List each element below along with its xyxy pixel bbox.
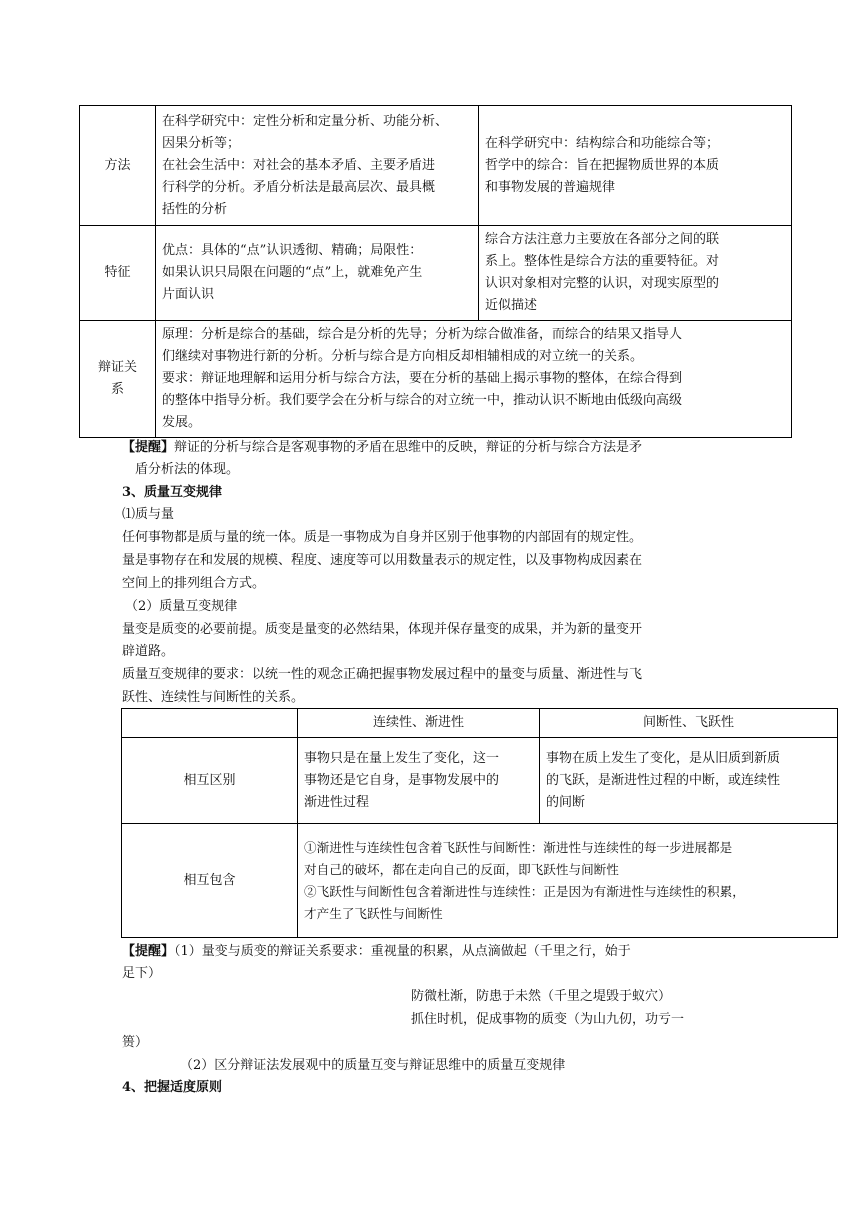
- section-heading: 4、把握适度原则: [122, 1080, 223, 1095]
- tip-paragraph: [122, 437, 642, 459]
- row-label: [80, 321, 156, 438]
- cell-line: 的间断: [546, 794, 586, 810]
- cell-line: 和事物发展的普遍规律: [485, 179, 616, 195]
- cell-line: 如果认识只局限在问题的“点”上，就难免产生: [162, 265, 423, 280]
- tip-text-cont: 足下）: [122, 966, 162, 981]
- cell-line: 系: [110, 382, 124, 397]
- cell-line: 对自己的破坏，都在走向自己的反面，即飞跃性与间断性: [304, 861, 619, 877]
- paragraph: 质量互变规律的要求：以统一性的观念正确把握事物发展过程中的量变与质量、渐进性与飞: [122, 667, 643, 682]
- tip-text: 辩证的分析与综合是客观事物的矛盾在思维中的反映，辩证的分析与综合方法是矛: [174, 440, 643, 455]
- cell-line: 事物在质上发生了变化，是从旧质到新质: [546, 750, 781, 766]
- analysis-cell: [156, 106, 479, 226]
- analysis-cell: [156, 226, 479, 321]
- table-row: [80, 226, 792, 321]
- column-header: 间断性、飞跃性: [540, 709, 838, 738]
- cell-line: 在科学研究中：定性分析和定量分析、功能分析、: [162, 113, 449, 129]
- cell-line: 近似描述: [485, 298, 538, 313]
- dialectic-cell: [156, 321, 792, 438]
- table-cell: [298, 738, 540, 824]
- synthesis-cell: [479, 226, 792, 321]
- paragraph: 量变是质变的必要前提。质变是量变的必然结果，体现并保存量变的成果，并为新的量变开: [122, 622, 643, 637]
- cell-line: 们继续对事物进行新的分析。分析与综合是方向相反却相辅相成的对立统一的关系。: [162, 349, 644, 364]
- cell-line: 因果分析等；: [162, 135, 241, 151]
- paragraph: 跃性、连续性与间断性的关系。: [122, 690, 305, 705]
- cell-line: 系上。整体性是综合方法的重要特征。对: [485, 254, 720, 269]
- cell-line: 发展。: [162, 415, 202, 430]
- table-row: [80, 321, 792, 438]
- cell-line: ①渐进性与连续性包含着飞跃性与间断性：渐进性与连续性的每一步进展都是: [304, 839, 733, 855]
- cell-line: 事物还是它自身，是事物发展中的: [304, 772, 500, 788]
- cell-line: 的整体中指导分析。我们要学会在分析与综合的对立统一中，推动认识不断地由低级向高级: [162, 393, 683, 408]
- header-empty: [122, 709, 298, 738]
- cell-line: 才产生了飞跃性与间断性: [304, 905, 443, 921]
- cell-line: 括性的分析: [162, 201, 228, 217]
- paragraph: 任何事物都是质与量的统一体。质是一事物成为自身并区别于他事物的内部固有的规定性。: [122, 530, 643, 545]
- tip-text-cont: 防微杜渐，防患于未然（千里之堤毁于蚁穴）: [411, 989, 672, 1004]
- cell-line: 片面认识: [162, 287, 215, 302]
- cell-line: 的飞跃，是渐进性过程的中断，或连续性: [546, 772, 781, 788]
- table-cell: [298, 824, 838, 938]
- tip-text-cont: 抓住时机，促成事物的质变（为山九仞，功亏一: [411, 1012, 685, 1027]
- quality-quantity-table: [121, 708, 838, 938]
- cell-line: 要求：辩证地理解和运用分析与综合方法，要在分析的基础上揭示事物的整体，在综合得到: [162, 371, 683, 386]
- paragraph: 量是事物存在和发展的规模、程度、速度等可以用数量表示的规定性，以及事物构成因素在: [122, 553, 643, 568]
- tip-label: 【提醒】: [122, 440, 175, 455]
- cell-line: 在社会生活中：对社会的基本矛盾、主要矛盾进: [162, 157, 436, 173]
- column-header: 连续性、渐进性: [298, 709, 540, 738]
- tip-text-cont: 盾分析法的体现。: [135, 462, 240, 477]
- analysis-synthesis-table: [79, 105, 792, 438]
- cell-line: 原理：分析是综合的基础，综合是分析的先导；分析为综合做准备，而综合的结果又指导人: [162, 327, 683, 342]
- table-row: [80, 106, 792, 226]
- tip-label: 【提醒】: [122, 944, 175, 959]
- tip-text-cont: （2）区分辩证法发展观中的质量互变与辩证思维中的质量互变规律: [180, 1058, 566, 1073]
- cell-line: 行科学的分析。矛盾分析法是最高层次、最具概: [162, 179, 436, 195]
- table-header-row: [122, 709, 838, 738]
- cell-line: 渐进性过程: [304, 794, 370, 810]
- row-label: 特征: [80, 226, 156, 321]
- paragraph: 辟道路。: [122, 644, 175, 659]
- cell-line: ②飞跃性与间断性包含着渐进性与连续性：正是因为有渐进性与连续性的积累，: [304, 883, 745, 899]
- cell-line: 优点：具体的“点”认识透彻、精确；局限性：: [162, 243, 423, 258]
- table-cell: [540, 738, 838, 824]
- tip-text-cont: 篑）: [122, 1035, 149, 1050]
- subheading: ⑴质与量: [122, 507, 175, 522]
- paragraph: 空间上的排列组合方式。: [122, 576, 266, 591]
- table-row: [122, 824, 838, 938]
- cell-line: 认识对象相对完整的认识，对现实原型的: [485, 276, 720, 291]
- row-label: 相互区别: [122, 738, 298, 824]
- table-row: [122, 738, 838, 824]
- synthesis-cell: [479, 106, 792, 226]
- cell-line: 综合方法注意力主要放在各部分之间的联: [485, 232, 720, 247]
- cell-line: 事物只是在量上发生了变化，这一: [304, 750, 500, 766]
- tip-paragraph: [122, 941, 631, 963]
- section-heading: 3、质量互变规律: [122, 485, 223, 500]
- cell-line: 辩证关: [97, 360, 137, 375]
- cell-line: 在科学研究中：结构综合和功能综合等；: [485, 135, 720, 151]
- row-label: 方法: [80, 106, 156, 226]
- row-label: 相互包含: [122, 824, 298, 938]
- cell-line: 哲学中的综合：旨在把握物质世界的本质: [485, 157, 720, 173]
- tip-text: （1）量变与质变的辩证关系要求：重视量的积累，从点滴做起（千里之行，始于: [174, 944, 631, 959]
- subheading: （2）质量互变规律: [125, 599, 238, 614]
